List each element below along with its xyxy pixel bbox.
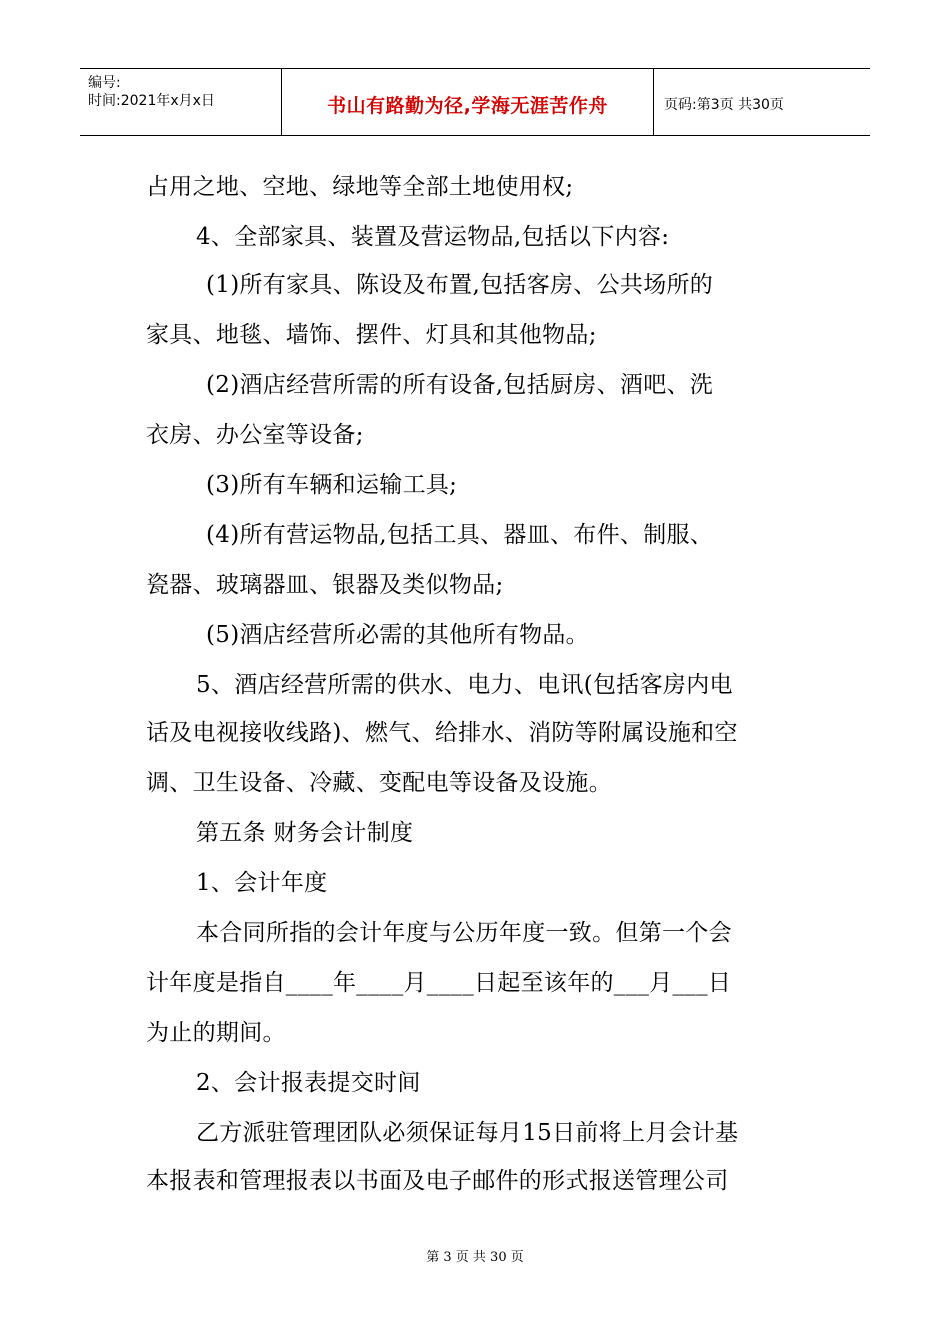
body-line: 5、酒店经营所需的供水、电力、电讯(包括客房内电 [196, 672, 733, 698]
header-number-label: 编号: [88, 75, 121, 91]
body-line: 家具、地毯、墙饰、摆件、灯具和其他物品; [146, 322, 597, 348]
body-line: 计年度是指自____年____月____日起至该年的___月___日 [146, 970, 732, 996]
body-line: 为止的期间。 [146, 1020, 286, 1046]
header-page-info: 页码:第3页 共30页 [664, 97, 784, 113]
header-date-label: 时间:2021年x月x日 [88, 93, 215, 109]
body-line: 4、全部家具、装置及营运物品,包括以下内容: [196, 224, 670, 250]
page-footer: 第 3 页 共 30 页 [426, 1250, 524, 1265]
body-line: 2、会计报表提交时间 [196, 1070, 421, 1096]
header-motto: 书山有路勤为径,学海无涯苦作舟 [327, 95, 608, 117]
header-meta-cell [80, 69, 282, 135]
body-line: 衣房、办公室等设备; [146, 422, 364, 448]
header-motto-cell [282, 69, 654, 135]
header-page-cell [654, 69, 870, 135]
body-line: 乙方派驻管理团队必须保证每月15日前将上月会计基 [196, 1120, 739, 1146]
body-line: 1、会计年度 [196, 870, 328, 896]
body-line: (5)酒店经营所必需的其他所有物品。 [206, 622, 589, 648]
body-line: 瓷器、玻璃器皿、银器及类似物品; [146, 572, 504, 598]
body-line: 本合同所指的会计年度与公历年度一致。但第一个会 [196, 920, 732, 946]
body-line: 话及电视接收线路)、燃气、给排水、消防等附属设施和空 [146, 720, 738, 746]
body-line: 本报表和管理报表以书面及电子邮件的形式报送管理公司 [146, 1168, 729, 1194]
body-line: 调、卫生设备、冷藏、变配电等设备及设施。 [146, 770, 612, 796]
body-line: (1)所有家具、陈设及布置,包括客房、公共场所的 [206, 272, 714, 298]
section-heading: 第五条 财务会计制度 [196, 820, 414, 846]
body-line: (3)所有车辆和运输工具; [206, 472, 458, 498]
body-line: (4)所有营运物品,包括工具、器皿、布件、制服、 [206, 522, 714, 548]
body-line: (2)酒店经营所需的所有设备,包括厨房、酒吧、洗 [206, 372, 714, 398]
page-header [80, 68, 870, 136]
body-line: 占用之地、空地、绿地等全部土地使用权; [146, 174, 574, 200]
